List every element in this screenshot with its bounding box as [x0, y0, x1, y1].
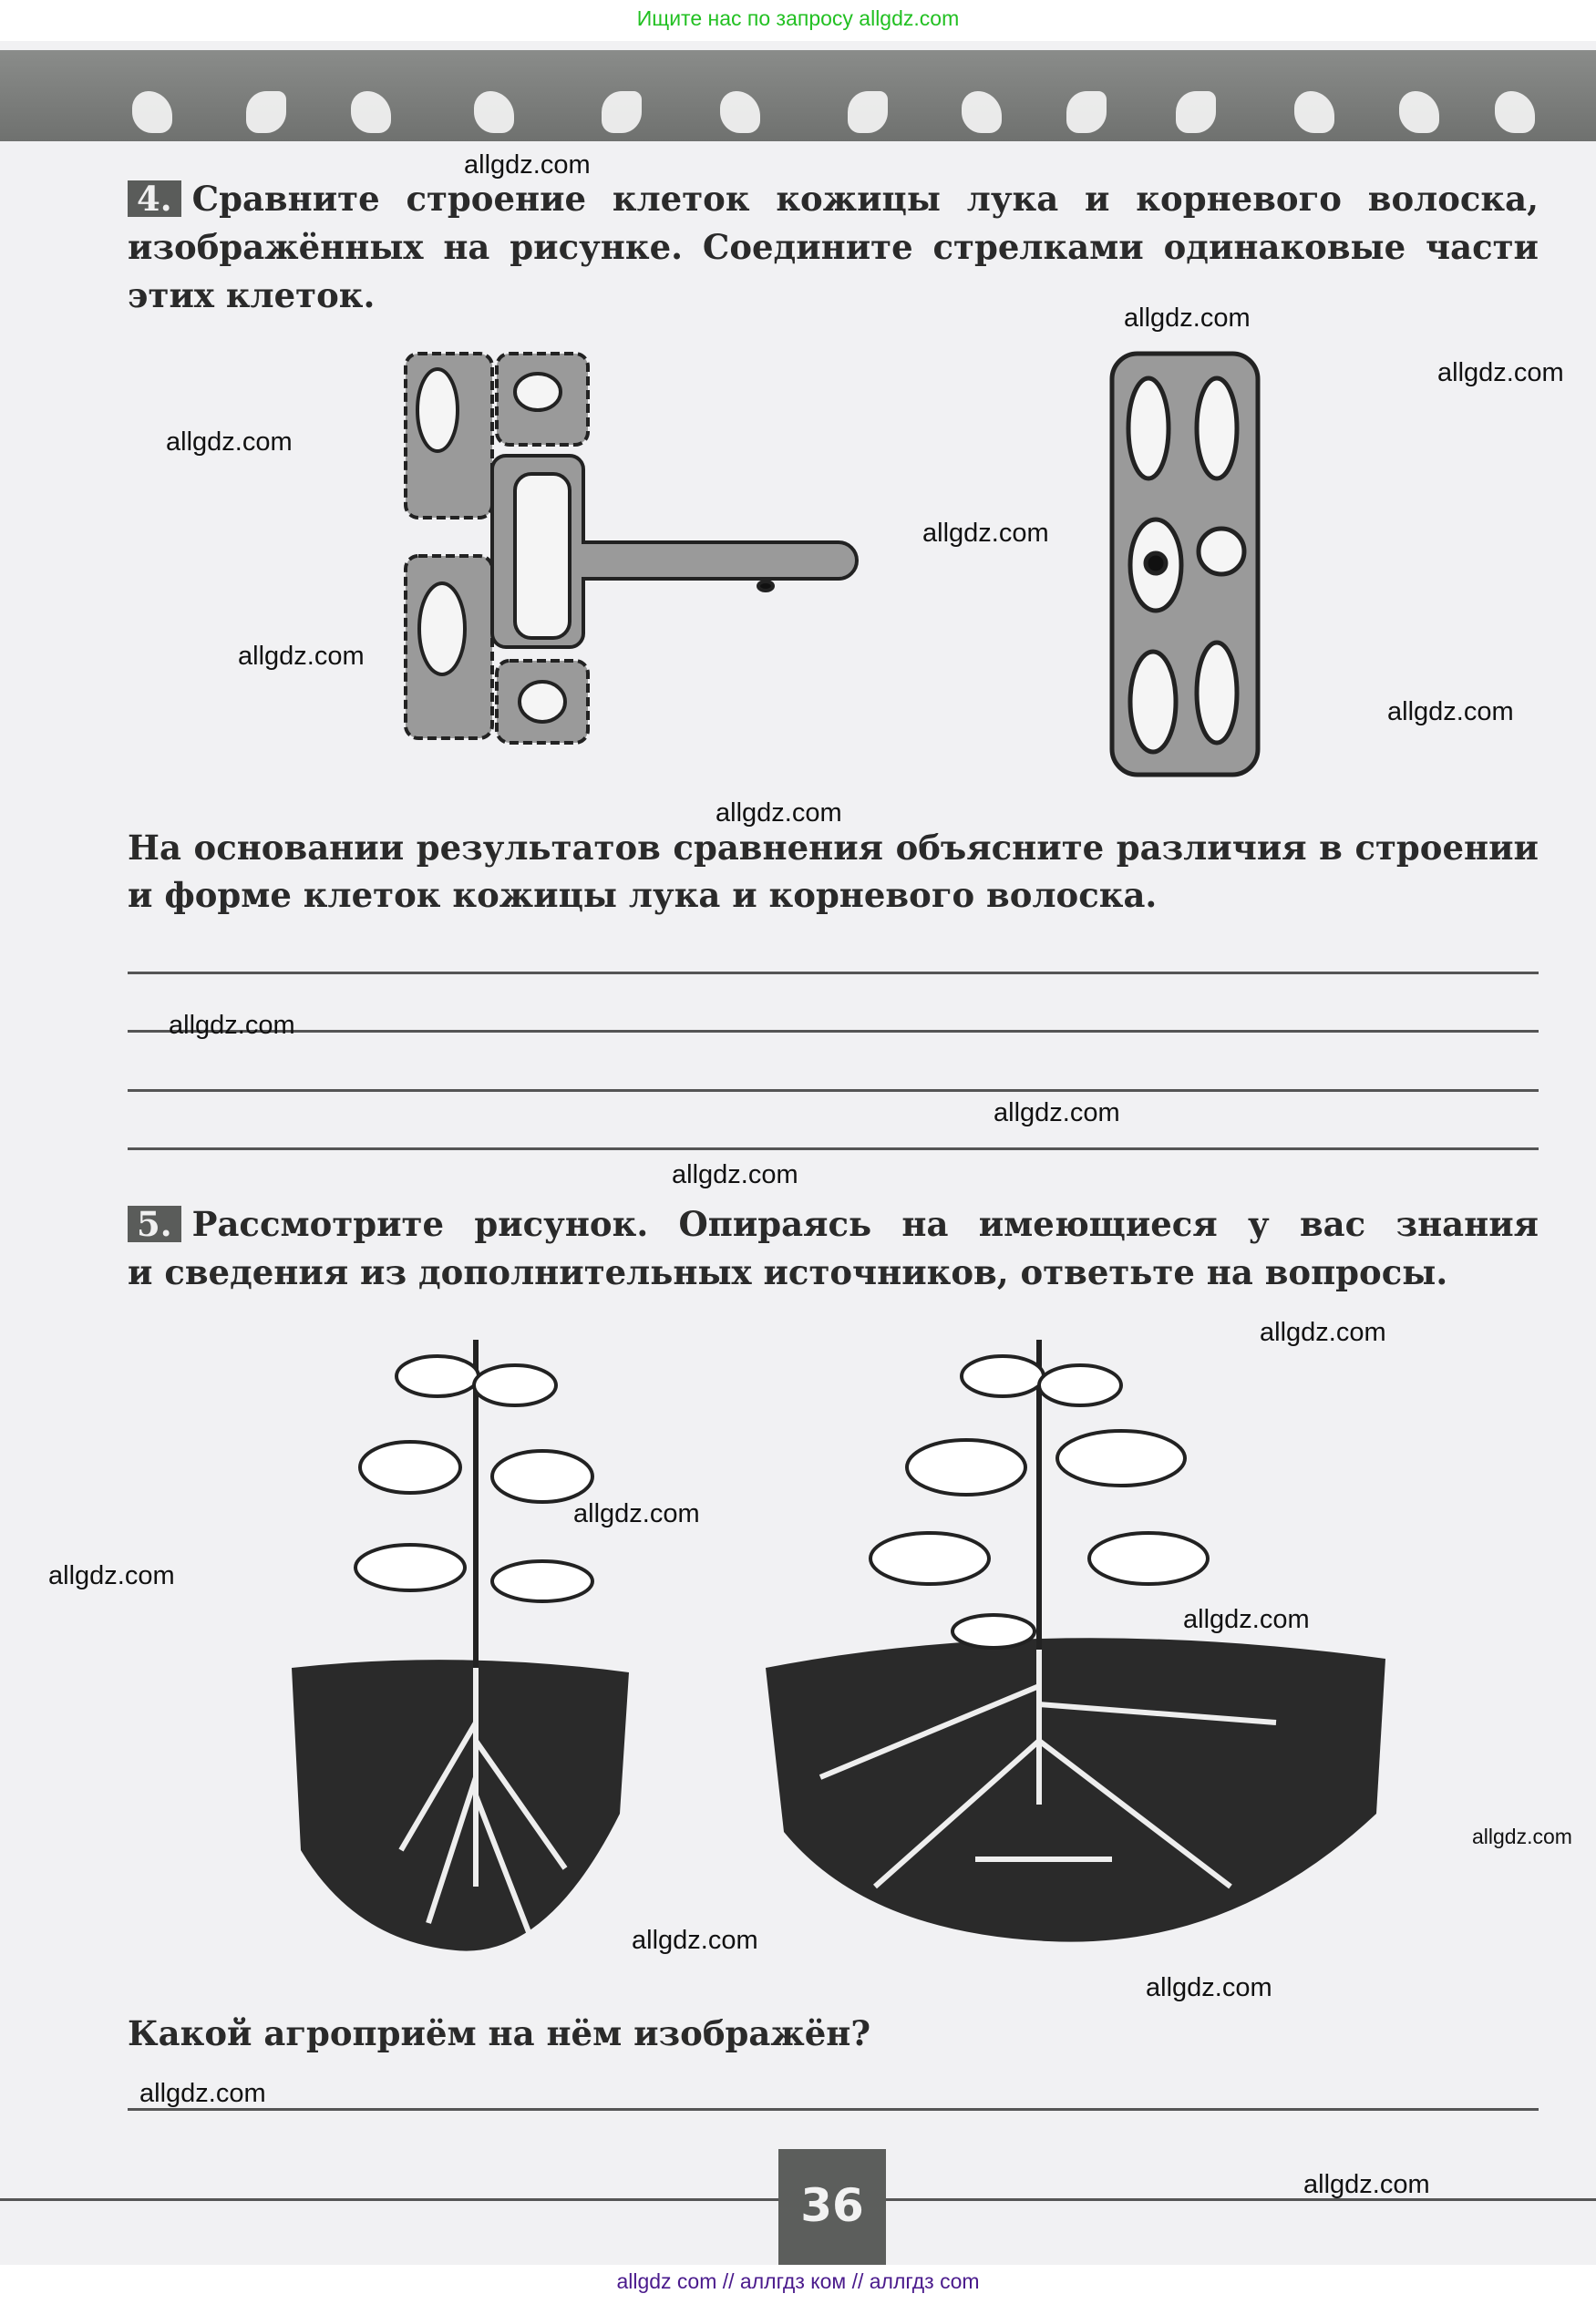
- plant-left: [292, 1340, 629, 1951]
- root-hair-cell-single: [1112, 354, 1258, 775]
- answer-line[interactable]: [128, 2108, 1539, 2111]
- watermark-text: allgdz.com: [573, 1499, 700, 1528]
- watermark-text: allgdz.com: [166, 427, 293, 457]
- watermark-text: allgdz.com: [1303, 2170, 1430, 2199]
- watermark-text: allgdz.com: [238, 642, 365, 671]
- task4-line1: 4. Сравните строение клеток кожицы лука и корневого волоска,: [128, 175, 1539, 223]
- watermark-text: allgdz.com: [1260, 1318, 1386, 1347]
- watermark-text: allgdz.com: [169, 1011, 295, 1040]
- task4-line3: этих клеток.: [128, 275, 376, 315]
- page-number: 36: [778, 2149, 886, 2265]
- task4-question-line1: На основании результатов сравнения объясните различия в строении: [128, 828, 1539, 868]
- task4-number: 4.: [128, 180, 181, 217]
- watermark-text: allgdz.com: [716, 798, 842, 828]
- header-band-animals: [0, 50, 1596, 141]
- answer-line[interactable]: [128, 1089, 1539, 1092]
- task5-number: 5.: [128, 1206, 181, 1242]
- onion-skin-cells: [406, 354, 857, 743]
- plants-figure: [273, 1340, 1395, 1959]
- watermark-text: allgdz.com: [48, 1561, 175, 1590]
- watermark-text: allgdz.com: [922, 519, 1049, 548]
- animal-silhouette-icon: [602, 91, 642, 133]
- top-banner: Ищите нас по запросу allgdz.com: [0, 0, 1596, 41]
- watermark-text: allgdz.com: [1146, 1973, 1272, 2002]
- task5-question: Какой агроприём на нём изображён?: [128, 2013, 871, 2053]
- animal-silhouette-icon: [1066, 91, 1107, 133]
- watermark-text: allgdz.com: [672, 1160, 798, 1189]
- answer-line[interactable]: [128, 972, 1539, 974]
- watermark-text: allgdz.com: [994, 1098, 1120, 1127]
- watermark-text: allgdz.com: [1387, 697, 1514, 726]
- watermark-text: allgdz.com: [1124, 303, 1251, 333]
- watermark-text: allgdz.com: [1472, 1825, 1572, 1848]
- answer-line[interactable]: [128, 1147, 1539, 1150]
- plant-right-hilled: [766, 1340, 1385, 1942]
- task5-line2: и сведения из дополнительных источников, ответьте на вопросы.: [128, 1252, 1448, 1292]
- cells-figure: [392, 337, 1303, 793]
- animal-silhouette-icon: [246, 91, 286, 133]
- task5-line1: 5. Рассмотрите рисунок. Опираясь на имеющиеся у вас знания: [128, 1200, 1539, 1249]
- watermark-text: allgdz.com: [1183, 1605, 1310, 1634]
- animal-silhouette-icon: [1176, 91, 1216, 133]
- animal-silhouette-icon: [848, 91, 888, 133]
- task4-line2: изображённых на рисунке. Соедините стрелками одинаковые части: [128, 227, 1539, 267]
- answer-line[interactable]: [128, 1030, 1539, 1033]
- watermark-text: allgdz.com: [632, 1926, 758, 1955]
- watermark-text: allgdz.com: [139, 2079, 266, 2108]
- watermark-text: allgdz.com: [1437, 358, 1564, 387]
- bottom-banner: allgdz com // аллгдз ком // аллгдз com: [0, 2265, 1596, 2304]
- task4-question-line2: и форме клеток кожицы лука и корневого волоска.: [128, 875, 1158, 915]
- watermark-text: allgdz.com: [464, 150, 591, 180]
